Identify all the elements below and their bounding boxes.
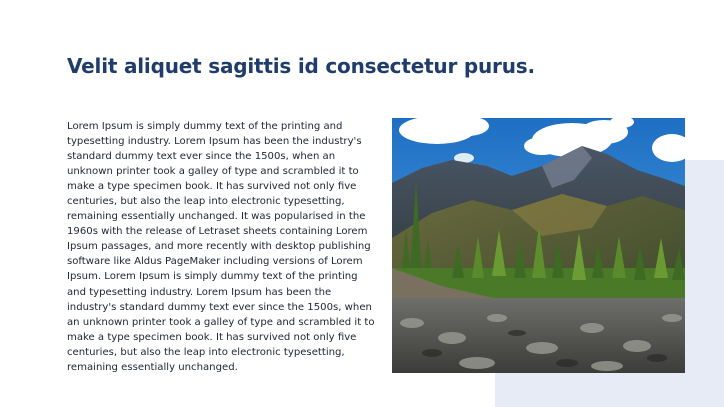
slide-title: Velit aliquet sagittis id consectetur purus. (67, 54, 535, 78)
mountain-landscape-photo (392, 118, 685, 373)
mountain-landscape-illustration (392, 118, 685, 373)
rocky-riverbed (392, 298, 685, 373)
body-paragraph: Lorem Ipsum is simply dummy text of the printing and typesetting industry. Lorem Ipsum has been the industry's standard dummy text ever since the 1500s, when an unknown printer took a galley of type and scrambled it to make a type specimen book. It has survived not only five centuries, but also the leap into electronic typesetting, remaining essentially unchanged. It was popularised in the 1960s with the release of Letraset sheets containing Lorem Ipsum passages, and more recently with desktop publishing software like Aldus PageMaker including versions of Lorem Ipsum. Lorem Ipsum is simply dummy text of the printing and typesetting industry. Lorem Ipsum has been the industry's standard dummy text ever since the 1500s, when an unknown printer took a galley of type and scrambled it to make a type specimen book. It has survived not only five centuries, but also the leap into electronic typesetting, remaining essentially unchanged. (67, 121, 375, 373)
